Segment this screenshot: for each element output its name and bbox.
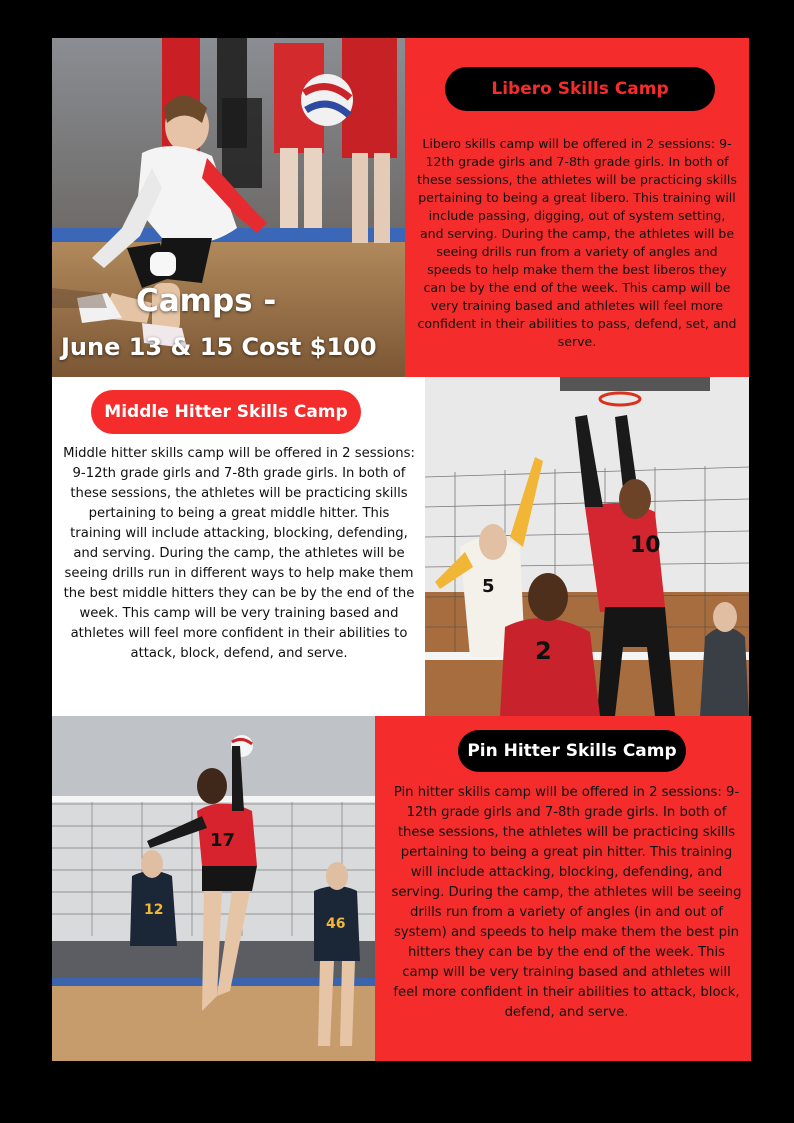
libero-photo: [52, 38, 405, 377]
libero-panel: [405, 38, 749, 377]
camps-date-cost: June 13 & 15 Cost $100: [61, 333, 377, 361]
libero-description: Libero skills camp will be offered in 2 sessions: 9-12th grade girls and 7-8th grade girls. In both of these sessions, the athletes will be practicing skills pertaining to being a great libero. This training will include passing, digging, out of system setting, and serving. During the camp, the athletes will be seeing drills run from a variety of angles and speeds to help make them the best liberos they can be by the end of the week. This camp will be very training based and athletes will feel more confident in their abilities to pass, defend, set, and serve.: [417, 136, 737, 349]
middle-hitter-description: Middle hitter skills camp will be offered in 2 sessions: 9-12th grade girls and 7-8th grade girls. In both of these sessions, the athletes will be practicing skills pertaining to being a great middle hitter. This training will include attacking, blocking, defending, and serving. During the camp, the athletes will be seeing drills run in different ways to help make them the best middle hitters they can be by the end of the week. This camp will be very training based and athletes will feel more confident in their abilities to attack, block, defend, and serve.: [63, 446, 415, 661]
pin-hitter-description: Pin hitter skills camp will be offered in 2 sessions: 9-12th grade girls and 7-8th grade girls. In both of these sessions, the athletes will be practicing skills pertaining to being a great pin hitter. This training will include attacking, blocking, defending, and serving. During the camp, the athletes will be seeing drills run from a variety of angles (in and out of system) and speeds to help make them the best pin hitters they can be by the end of the week. This camp will be very training based and athletes will feel more confident in their abilities to attack, block, defend, and serve.: [391, 785, 742, 1020]
middle-hitter-title: Middle Hitter Skills Camp: [91, 390, 361, 434]
jersey-defender-right: 46: [326, 916, 346, 932]
libero-title: Libero Skills Camp: [445, 67, 715, 111]
jersey-blocker: 10: [630, 533, 661, 558]
jersey-hitter: 17: [210, 830, 236, 851]
pin-hitter-panel: [375, 716, 751, 1061]
middle-hitter-photo: [425, 377, 749, 716]
jersey-yellow-player: 5: [482, 576, 495, 597]
camps-heading: Camps -: [136, 283, 277, 319]
jersey-defender-left: 12: [144, 902, 164, 918]
pin-hitter-title: Pin Hitter Skills Camp: [458, 730, 686, 772]
middle-hitter-panel: [52, 377, 425, 716]
pin-hitter-photo: [52, 716, 375, 1061]
jersey-front-player: 2: [535, 637, 552, 665]
